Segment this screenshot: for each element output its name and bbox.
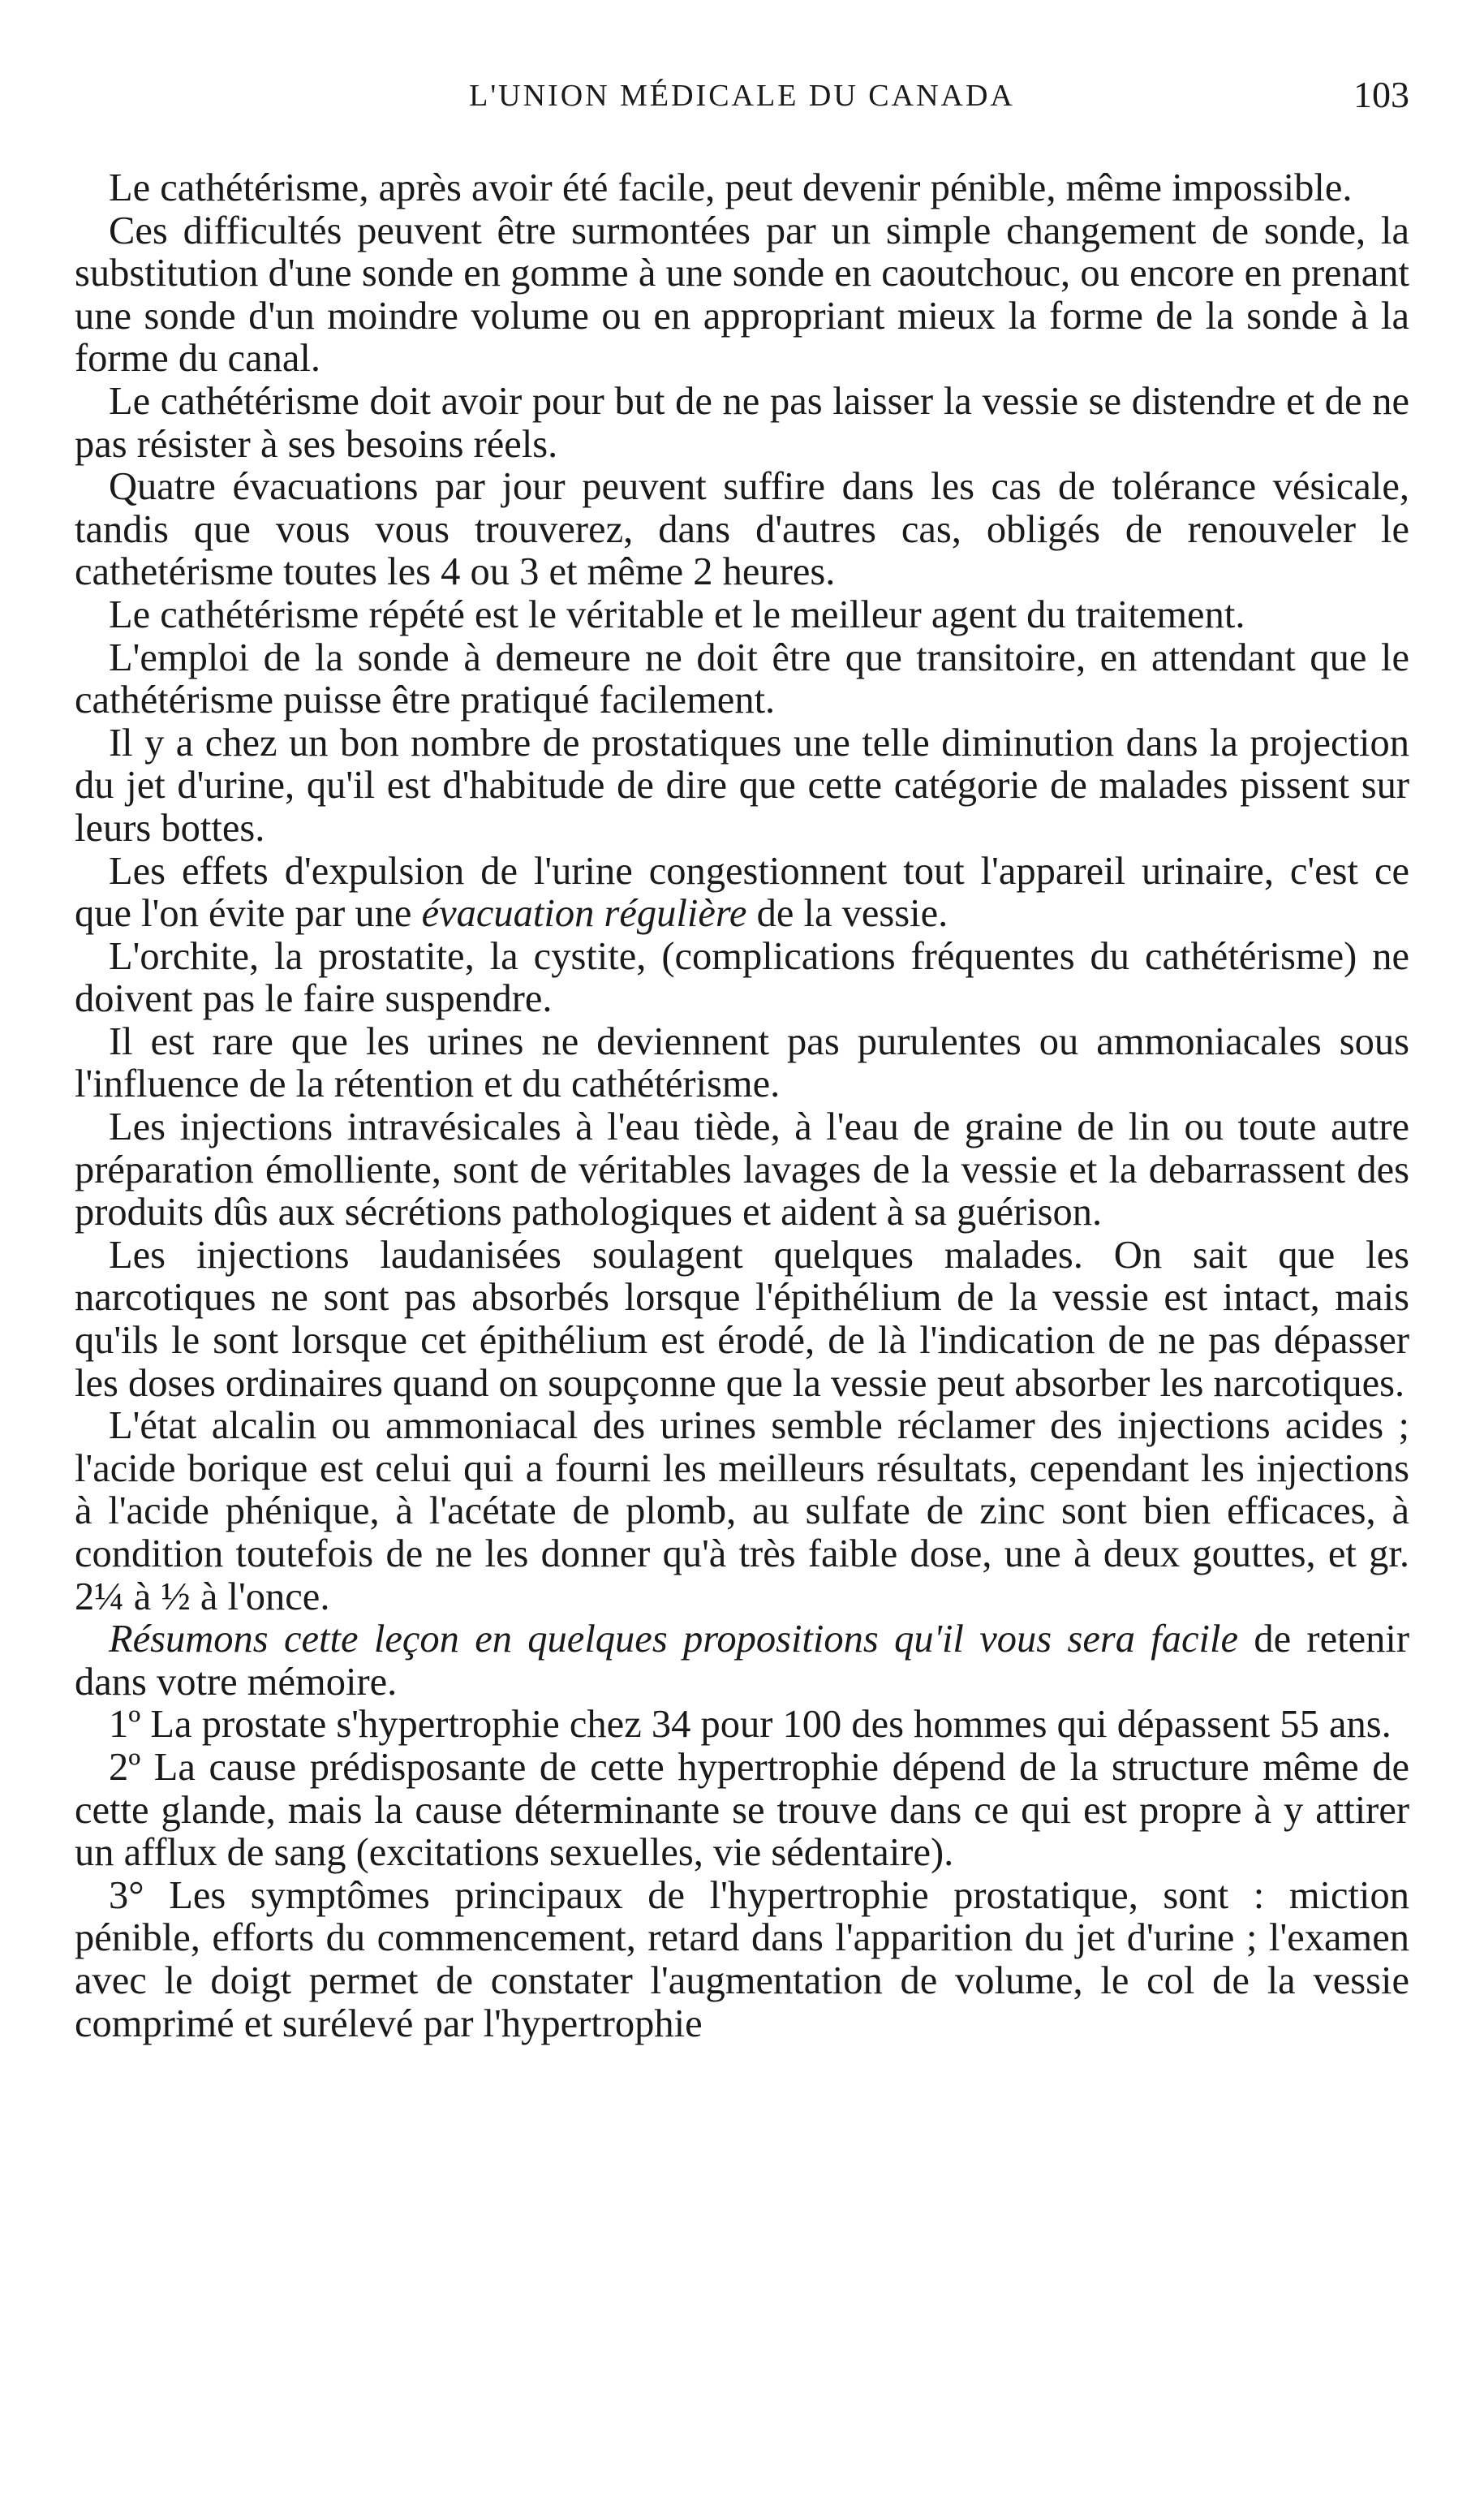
- paragraph: [75, 1618, 1409, 1704]
- journal-page: [75, 73, 1409, 2045]
- paragraph: Il est rare que les urines ne deviennent pas purulentes ou ammoniacales sous l'influence de la rétention et du cathétérisme.: [75, 1019, 1409, 1106]
- paragraph: L'orchite, la prostatite, la cystite, (complications fréquentes du cathétérisme) ne doivent pas le faire suspendre.: [75, 934, 1409, 1021]
- paragraph-text: de retenir dans votre mémoire.: [75, 1618, 1409, 1704]
- paragraph: Le cathétérisme, après avoir été facile, peut devenir pénible, même impossible.: [109, 166, 1353, 209]
- running-title: L'UNION MÉDICALE DU CANADA: [469, 79, 1015, 113]
- paragraph: Ces difficultés peuvent être surmontées par un simple changement de sonde, la substitution d'une sonde en gomme à une sonde en caoutchouc, ou encore en prenant une sonde d'un moindre volume ou en appropriant mieux la forme de la sonde à la forme du canal.: [75, 209, 1409, 381]
- paragraph: L'état alcalin ou ammoniacal des urines semble réclamer des injections acides ; l'acide borique est celui qui a fourni les meilleurs résultats, cependant les injections à l'acide phénique, à l'acétate de plomb, au sulfate de zinc sont bien efficaces, à condition toutefois de ne les donner qu'à très faible dose, une à deux gouttes, et gr. 2¼ à ½ à l'once.: [75, 1404, 1409, 1618]
- article-body: [75, 167, 1409, 2045]
- paragraph: Il y a chez un bon nombre de prostatiques une telle diminution dans la projection du jet d'urine, qu'il est d'habitude de dire que cette catégorie de malades pissent sur leurs bottes.: [75, 721, 1409, 850]
- paragraph: L'emploi de la sonde à demeure ne doit être que transitoire, en attendant que le cathétérisme puisse être pratiqué facilement.: [75, 636, 1409, 722]
- running-head: [75, 73, 1409, 122]
- italic-emphasis: évacuation régulière: [421, 892, 747, 936]
- paragraph: 2º La cause prédisposante de cette hypertrophie dépend de la structure même de cette glande, mais la cause déterminante se trouve dans ce qui est propre à y attirer un afflux de sang (excitations sexuelles, vie sédentaire).: [75, 1745, 1409, 1875]
- paragraph: Le cathétérisme doit avoir pour but de ne pas laisser la vessie se distendre et de ne pas résister à ses besoins réels.: [75, 379, 1409, 466]
- paragraph-text: de la vessie.: [746, 892, 948, 936]
- paragraph: 1º La prostate s'hypertrophie chez 34 pour 100 des hommes qui dépassent 55 ans.: [109, 1703, 1392, 1747]
- paragraph-text: Les effets d'expulsion de l'urine congestionnent tout l'appareil urinaire, c'est ce que l'on évite par une: [75, 849, 1409, 936]
- paragraph: Quatre évacuations par jour peuvent suffire dans les cas de tolérance vésicale, tandis que vous vous trouverez, dans d'autres cas, obligés de renouveler le cathetérisme toutes les 4 ou 3 et même 2 heures.: [75, 465, 1409, 594]
- paragraph: Le cathétérisme répété est le véritable et le meilleur agent du traitement.: [109, 592, 1245, 636]
- paragraph: [75, 851, 1409, 936]
- paragraph: Les injections intravésicales à l'eau tiède, à l'eau de graine de lin ou toute autre préparation émolliente, sont de véritables lavages de la vessie et la debarrassent des produits dûs aux sécrétions pathologiques et aident à sa guérison.: [75, 1105, 1409, 1234]
- page-number: 103: [1353, 74, 1409, 115]
- italic-emphasis: Résumons cette leçon en quelques propositions qu'il vous sera facile: [109, 1618, 1239, 1661]
- paragraph: Les injections laudanisées soulagent quelques malades. On sait que les narcotiques ne sont pas absorbés lorsque l'épithélium de la vessie est intact, mais qu'ils le sont lorsque cet épithélium est érodé, de là l'indication de ne pas dépasser les doses ordinaires quand on soupçonne que la vessie peut absorber les narcotiques.: [75, 1233, 1409, 1405]
- paragraph: 3° Les symptômes principaux de l'hypertrophie prostatique, sont : miction pénible, efforts du commencement, retard dans l'apparition du jet d'urine ; l'examen avec le doigt permet de constater l'augmentation de volume, le col de la vessie comprimé et surélevé par l'hypertrophie: [75, 1873, 1409, 2045]
